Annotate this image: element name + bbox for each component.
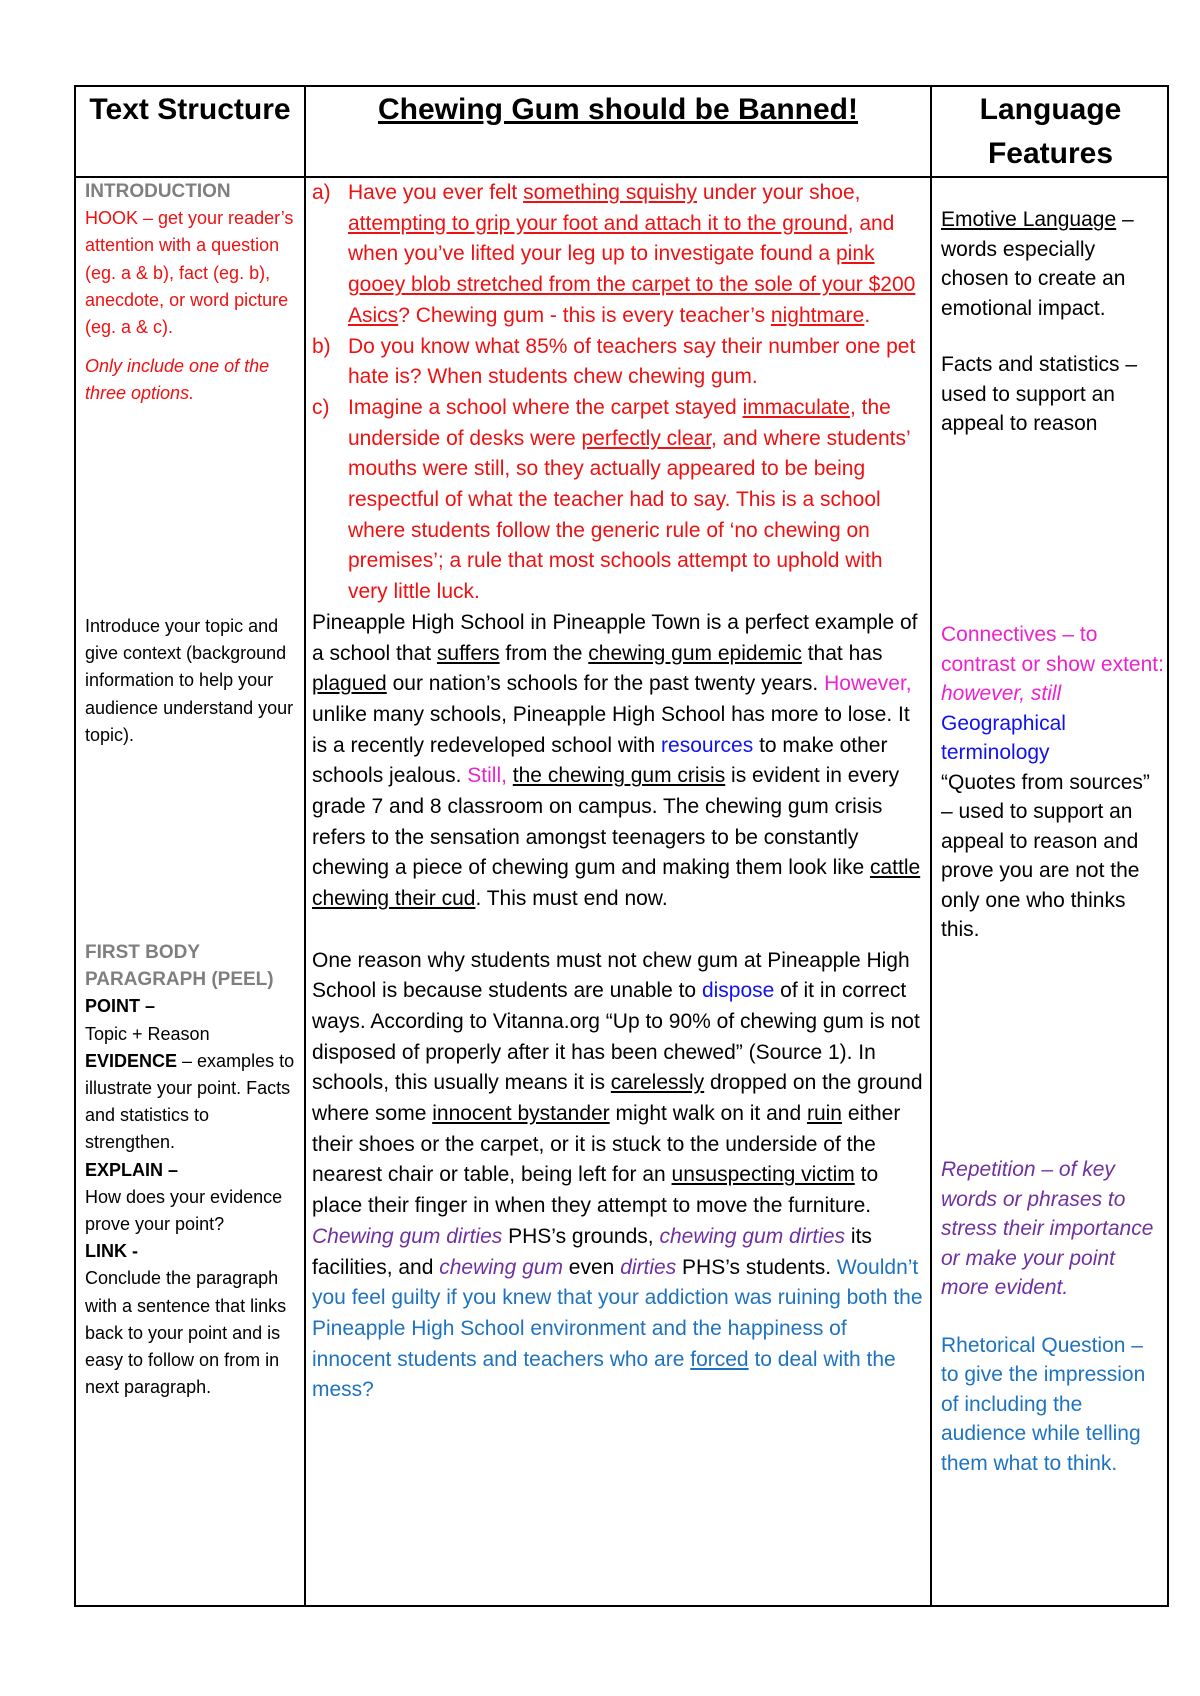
features-top — [941, 205, 1165, 439]
link-label: LINK - — [85, 1241, 138, 1262]
feature-quotes: “Quotes from sources” – used to support an appeal to reason and prove you are not the only one who thinks this. — [941, 770, 1150, 941]
structure-context — [85, 613, 297, 749]
only-include-note: Only include one of the three options. — [85, 356, 270, 404]
structure-body — [85, 939, 297, 1401]
hook-option-a: a) Have you ever felt something squishy under your shoe, attempting to grip your foot and attach it to the ground, and when you’ve lifted your leg up to investigate found a pink gooey blob stretched from the carpet to the sole of your $200 Asics? Chewing gum - this is every teacher’s nightmare. — [312, 178, 926, 332]
column-divider — [304, 87, 306, 1605]
essay-column — [312, 178, 926, 1406]
feature-facts: Facts and statistics – used to support an appeal to reason — [941, 353, 1138, 435]
introduce-description: Introduce your topic and give context (background information to help your audience understand your topic). — [85, 616, 294, 745]
lesson-table — [74, 85, 1169, 1607]
header-language-features: Language Features — [979, 93, 1122, 170]
header-text-structure: Text Structure — [89, 93, 291, 126]
body-heading: FIRST BODY PARAGRAPH (PEEL) — [85, 942, 274, 991]
feature-emotive: Emotive Language – words especially chosen to create an emotional impact. — [941, 208, 1134, 320]
explain-label: EXPLAIN – — [85, 1159, 179, 1180]
feature-connectives: Connectives – to contrast or show extent: however, still — [941, 623, 1164, 705]
evidence-label: EVIDENCE — [85, 1050, 178, 1071]
feature-repetition: Repetition – of key words or phrases to stress their importance or make your point more evident. — [941, 1158, 1154, 1299]
structure-intro — [85, 178, 297, 408]
explain-text: How does your evidence prove your point? — [85, 1186, 283, 1235]
intro-heading: INTRODUCTION — [85, 181, 231, 202]
context-paragraph: Pineapple High School in Pineapple Town is a perfect example of a school that suffers from the chewing gum epidemic that has plagued our nation’s schools for the past twenty years. However, unlike many schools, Pineapple High School has more to lose. It is a recently redeveloped school with resources to make other schools jealous. Still, the chewing gum crisis is evident in every grade 7 and 8 classroom on campus. The chewing gum crisis refers to the sensation amongst teenagers to be constantly chewing a piece of chewing gum and making them look like cattle chewing their cud. This must end now. — [312, 610, 921, 911]
hook-option-b: b) Do you know what 85% of teachers say their number one pet hate is? When students chew chewing gum. — [312, 332, 926, 393]
feature-rhetorical: Rhetorical Question – to give the impression of including the audience while telling them what to think. — [941, 1333, 1146, 1475]
features-middle — [941, 620, 1165, 945]
evidence-text: – examples to illustrate your point. Facts and statistics to strengthen. — [85, 1050, 295, 1153]
point-text: Topic + Reason — [85, 1023, 210, 1044]
hook-marker: b) — [312, 334, 331, 358]
page-title: Chewing Gum should be Banned! — [378, 93, 858, 126]
features-bottom — [941, 1155, 1165, 1478]
hook-description: HOOK – get your reader’s attention with a question (eg. a & b), fact (eg. b), anecdote, or word picture (eg. a & c). — [85, 208, 294, 338]
body-paragraph: One reason why students must not chew gum at Pineapple High School is because students are unable to dispose of it in correct ways. According to Vitanna.org “Up to 90% of chewing gum is not disposed of properly after it has been chewed” (Source 1). In schools, this usually means it is carelessly dropped on the ground where some innocent bystander might walk on it and ruin either their shoes or the carpet, or it is stuck to the underside of the nearest chair or table, being left for an unsuspecting victim to place their finger in when they attempt to move the furniture. Chewing gum dirties PHS’s grounds, chewing gum dirties its facilities, and chewing gum even dirties PHS’s students. Wouldn’t you feel guilty if you knew that your addiction was ruining both the Pineapple High School environment and the happiness of innocent students and teachers who are forced to deal with the mess? — [312, 948, 923, 1402]
feature-geographical: Geographical terminology — [941, 711, 1066, 764]
link-text: Conclude the paragraph with a sentence that links back to your point and is easy to follow on from in next paragraph. — [85, 1268, 287, 1398]
hook-marker: c) — [312, 395, 330, 419]
hook-options — [312, 178, 926, 608]
hook-option-c: c) Imagine a school where the carpet stayed immaculate, the underside of desks were perfectly clear, and where students’ mouths were still, so they actually appeared to be being respectful of what the teacher had to say. This is a school where students follow the generic rule of ‘no chewing on premises’; a rule that most schools attempt to uphold with very little luck. — [312, 393, 926, 608]
hook-marker: a) — [312, 181, 331, 204]
column-divider — [930, 87, 932, 1605]
point-label: POINT – — [85, 996, 156, 1017]
